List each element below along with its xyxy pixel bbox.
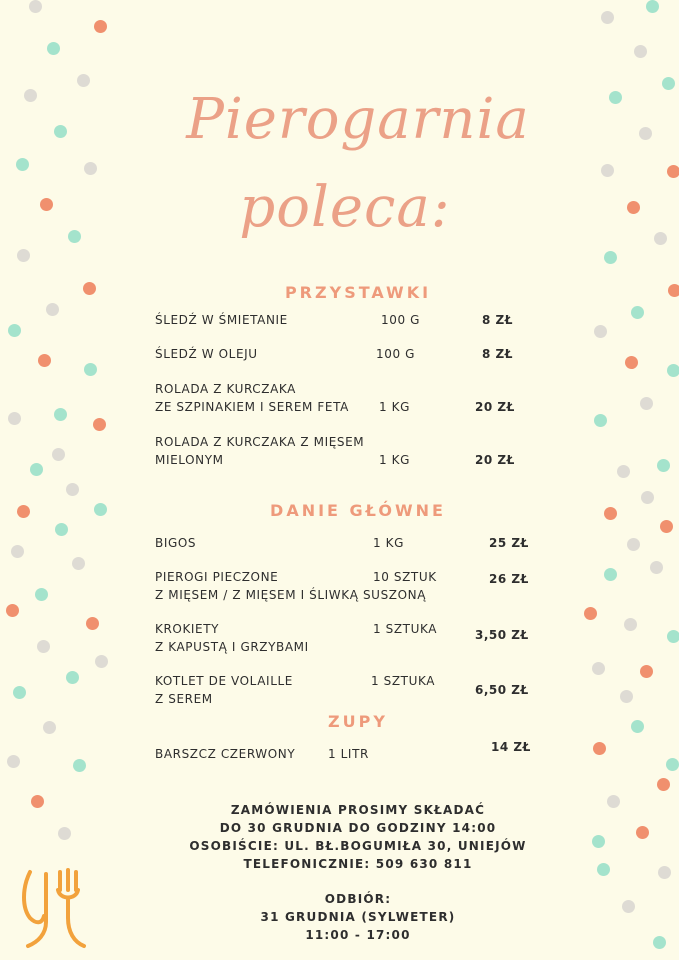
item-price: 8 ZŁ [482, 313, 513, 327]
item-price: 8 ZŁ [482, 347, 513, 361]
pickup-info-line: 11:00 - 17:00 [305, 928, 411, 942]
item-quantity: 1 LITR [328, 747, 369, 761]
item-name: BIGOS [155, 536, 197, 550]
item-name-line-2: MIELONYM [155, 453, 224, 467]
order-info-line: TELEFONICZNIE: 509 630 811 [243, 857, 473, 871]
title-line-2: poleca: [239, 175, 451, 240]
item-name-line-2: Z SEREM [155, 692, 213, 706]
order-info-line: OSOBIŚCIE: UL. BŁ.BOGUMIŁA 30, UNIEJÓW [189, 839, 527, 853]
item-price: 26 ZŁ [489, 572, 529, 586]
item-price: 6,50 ZŁ [475, 683, 529, 697]
item-name: KROKIETY [155, 622, 220, 636]
section-title-soups: ZUPY [328, 712, 388, 731]
order-info-line: DO 30 GRUDNIA DO GODZINY 14:00 [219, 821, 497, 835]
item-price: 25 ZŁ [489, 536, 529, 550]
item-name: ŚLEDŹ W ŚMIETANIE [155, 313, 288, 327]
item-quantity: 1 SZTUKA [371, 674, 436, 688]
item-name: ROLADA Z KURCZAKA [155, 382, 296, 396]
pickup-info-line: 31 GRUDNIA (SYLWETER) [260, 910, 456, 924]
title-line-1: Pierogarnia [186, 87, 530, 152]
item-quantity: 100 G [376, 347, 416, 361]
item-name-line-2: ZE SZPINAKIEM I SEREM FETA [155, 400, 349, 414]
restaurant-logo-icon [18, 866, 90, 950]
order-info-line: ZAMÓWIENIA PROSIMY SKŁADAĆ [230, 803, 486, 817]
item-price: 20 ZŁ [475, 400, 515, 414]
section-title-main-course: DANIE GŁÓWNE [270, 501, 446, 520]
item-quantity: 10 SZTUK [373, 570, 437, 584]
item-quantity: 1 KG [373, 536, 405, 550]
pickup-info-line: ODBIÓR: [324, 892, 392, 906]
item-name: ŚLEDŹ W OLEJU [155, 347, 258, 361]
item-quantity: 1 KG [379, 453, 411, 467]
item-name: BARSZCZ CZERWONY [155, 747, 296, 761]
item-name-line-2: Z KAPUSTĄ I GRZYBAMI [155, 640, 309, 654]
item-quantity: 100 G [381, 313, 421, 327]
item-name: PIEROGI PIECZONE [155, 570, 279, 584]
item-price: 3,50 ZŁ [475, 628, 529, 642]
item-quantity: 1 KG [379, 400, 411, 414]
item-name-line-2: Z MIĘSEM / Z MIĘSEM I ŚLIWKĄ SUSZONĄ [155, 588, 427, 602]
section-title-appetizers: PRZYSTAWKI [284, 283, 432, 302]
item-name: ROLADA Z KURCZAKA Z MIĘSEM [155, 435, 365, 449]
item-quantity: 1 SZTUKA [373, 622, 438, 636]
item-name: KOTLET DE VOLAILLE [155, 674, 293, 688]
item-price: 20 ZŁ [475, 453, 515, 467]
item-price: 14 ZŁ [491, 740, 531, 754]
